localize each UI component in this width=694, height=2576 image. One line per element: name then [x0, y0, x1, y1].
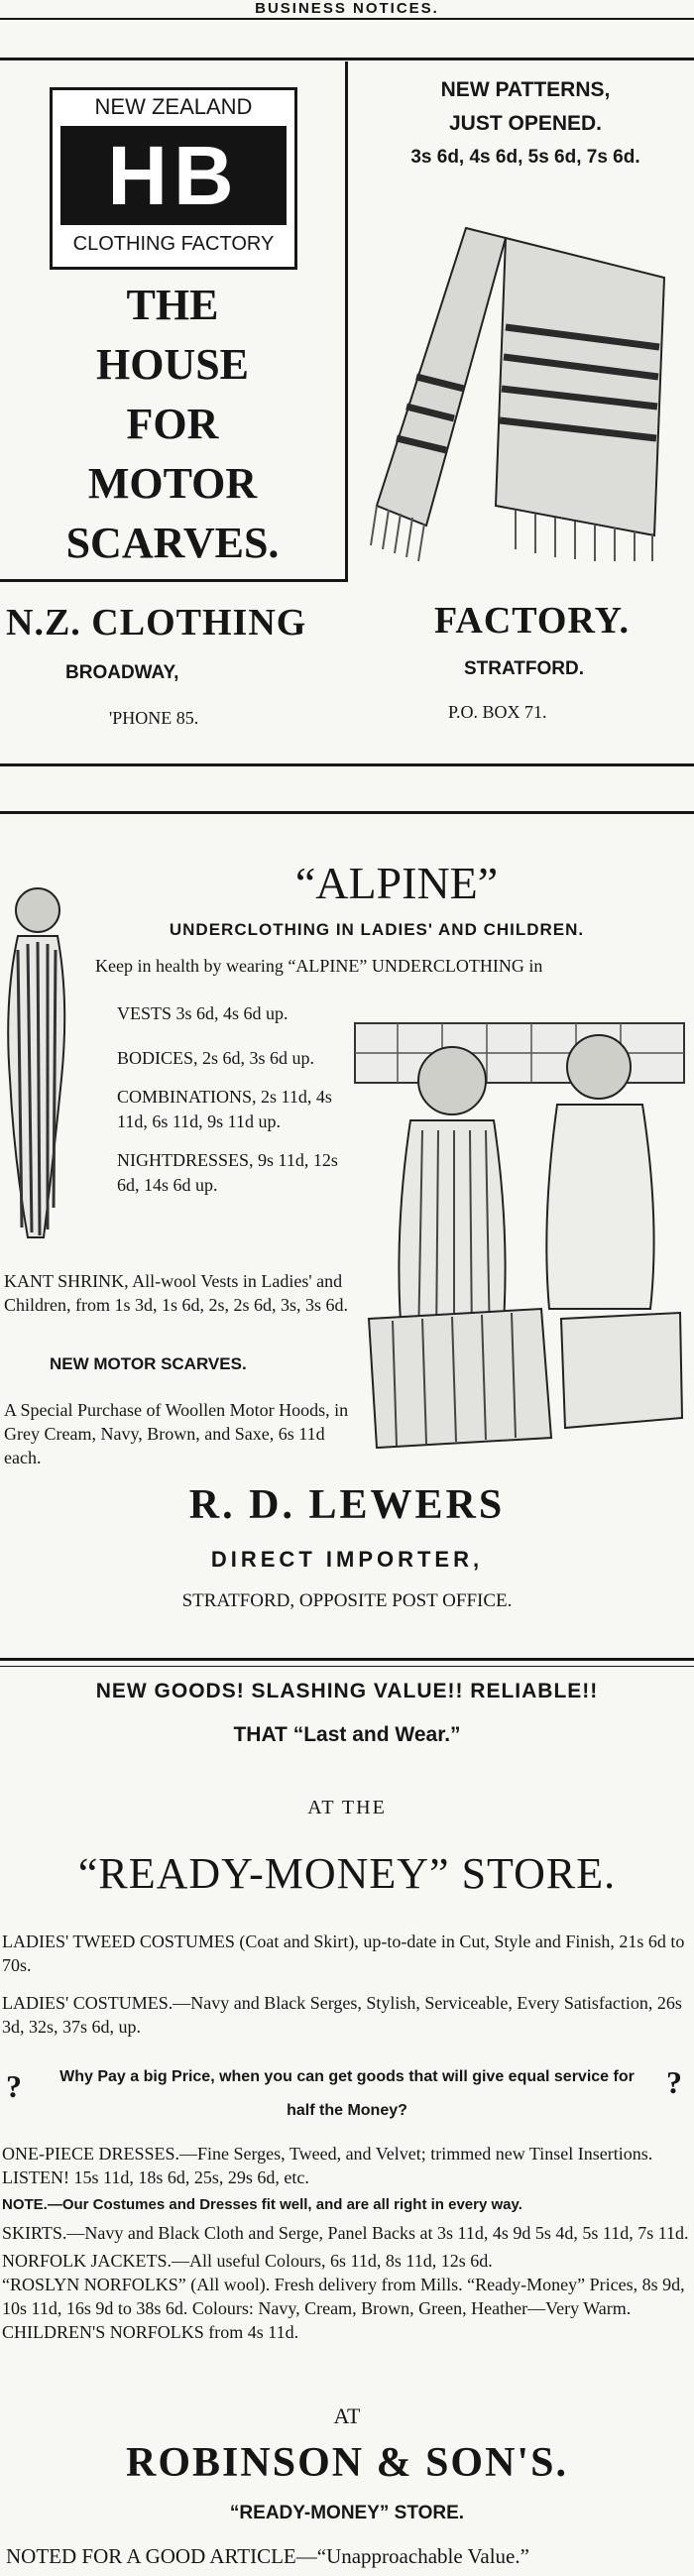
note-line: NOTE.—Our Costumes and Dresses fit well, and are all right in every way.	[2, 2196, 522, 2213]
alpine-title: “ALPINE”	[294, 858, 499, 908]
ready-money-body	[2, 1930, 690, 2039]
alpine-subtitle: UNDERCLOTHING IN LADIES' AND CHILDREN.	[169, 920, 585, 939]
hb-top-rule	[0, 58, 694, 60]
underclothing-illustration	[353, 1021, 686, 1454]
childrens-norfolks: CHILDREN'S NORFOLKS from 4s 11d.	[2, 2322, 299, 2342]
patterns-line2: JUST OPENED.	[448, 112, 603, 135]
navy-costumes: LADIES' COSTUMES.—Navy and Black Serges, Stylish, Serviceable, Every Satisfaction, 26s 3d, 32s, 37s 6d, up.	[2, 1993, 682, 2037]
list-item: BODICES, 2s 6d, 3s 6d up.	[117, 1048, 315, 1068]
special-purchase-text: A Special Purchase of Woollen Motor Hoods, in Grey Cream, Navy, Brown, and Saxe, 6s 11d each.	[4, 1400, 349, 1467]
question-mark-left: ?	[6, 2068, 22, 2104]
patterns-line1: NEW PATTERNS,	[440, 78, 611, 101]
why-pay-question: Why Pay a big Price, when you can get goods that will give equal service for half the Money?	[59, 2068, 635, 2119]
ready-money-store-name: “READY-MONEY” STORE.	[77, 1849, 617, 1898]
headline-line: THE	[126, 281, 219, 329]
noted-line: NOTED FOR A GOOD ARTICLE—“Unapproachable Value.”	[6, 2544, 529, 2568]
ready-money-items	[2, 2142, 690, 2344]
logo-top-text: NEW ZEALAND	[94, 94, 253, 119]
headline-line: FOR	[126, 400, 219, 448]
logo-block	[60, 126, 287, 225]
robinson-sons: ROBINSON & SON'S.	[126, 2440, 568, 2486]
rm-store-line: “READY-MONEY” STORE.	[229, 2503, 465, 2523]
logo-bottom-text: CLOTHING FACTORY	[72, 233, 275, 255]
roslyn-norfolks: “ROSLYN NORFOLKS” (All wool). Fresh delivery from Mills. “Ready-Money” Prices, 8s 9d, 10s 11d, 16s 9d to 38s 6d. Colours: Navy, Cream, Brown, Green, Heather—Very Warm.	[2, 2275, 685, 2318]
section-header: BUSINESS NOTICES.	[255, 0, 439, 17]
headline-line: SCARVES.	[65, 519, 280, 567]
motor-scarves-heading: NEW MOTOR SCARVES.	[50, 1354, 247, 1373]
stratford-location: STRATFORD, OPPOSITE POST OFFICE.	[181, 1590, 513, 1611]
norfolk-jackets: NORFOLK JACKETS.—All useful Colours, 6s 11d, 8s 11d, 12s 6d.	[2, 2251, 493, 2271]
alpine-items	[117, 1001, 347, 1204]
list-item: COMBINATIONS, 2s 11d, 4s 11d, 6s 11d, 9s 11d up.	[117, 1087, 332, 1131]
new-goods-banner: NEW GOODS! SLASHING VALUE!! RELIABLE!!	[95, 1680, 599, 1702]
hb-patterns	[357, 73, 694, 175]
patterns-prices: 3s 6d, 4s 6d, 5s 6d, 7s 6d.	[410, 147, 640, 168]
hb-bottom-rule	[0, 763, 694, 766]
at-the: AT THE	[307, 1797, 387, 1818]
hb-logo	[50, 87, 297, 270]
question-mark-right: ?	[666, 2064, 682, 2100]
one-piece-dresses: ONE-PIECE DRESSES.—Fine Serges, Tweed, and Velvet; trimmed new Tinsel Insertions. LISTEN! 15s 11d, 18s 6d, 25s, 29s 6d, etc.	[2, 2144, 653, 2187]
ready-money-top-rule-thin	[0, 1666, 694, 1667]
headline-line: MOTOR	[87, 459, 258, 508]
address-broadway: BROADWAY,	[65, 662, 179, 683]
woman-figure-illustration	[0, 880, 79, 1247]
address-stratford: STRATFORD.	[464, 658, 585, 679]
hb-headline	[0, 276, 345, 573]
factory-title: FACTORY.	[434, 600, 631, 642]
header-rule	[0, 18, 694, 20]
headline-line: HOUSE	[95, 340, 250, 389]
alpine-intro: Keep in health by wearing “ALPINE” UNDERCLOTHING in	[95, 956, 543, 976]
po-box: P.O. BOX 71.	[448, 702, 547, 722]
list-item: VESTS 3s 6d, 4s 6d up.	[117, 1003, 289, 1023]
direct-importer: DIRECT IMPORTER,	[210, 1547, 484, 1572]
rd-lewers-name: R. D. LEWERS	[188, 1482, 506, 1528]
logo-letters: HB	[107, 129, 240, 222]
skirts-line: SKIRTS.—Navy and Black Cloth and Serge, Panel Backs at 3s 11d, 4s 9d 5s 4d, 5s 11d, 7s 11d.	[2, 2223, 689, 2243]
tweed-costumes: LADIES' TWEED COSTUMES (Coat and Skirt), up-to-date in Cut, Style and Finish, 21s 6d to 70s.	[2, 1932, 685, 1975]
list-item: NIGHTDRESSES, 9s 11d, 12s 6d, 14s 6d up.	[117, 1150, 338, 1195]
phone-number: 'PHONE 85.	[109, 708, 199, 728]
kant-shrink-text: KANT SHRINK, All-wool Vests in Ladies' and Children, from 1s 3d, 1s 6d, 2s, 2s 6d, 3s, 3s 6d.	[4, 1271, 349, 1315]
at-label: AT	[333, 2403, 361, 2428]
ready-money-top-rule	[0, 1658, 694, 1661]
that-last-and-wear: THAT “Last and Wear.”	[233, 1723, 461, 1746]
alpine-top-rule	[0, 811, 694, 814]
scarf-illustration	[357, 208, 684, 565]
nz-clothing-title: N.Z. CLOTHING	[6, 602, 307, 644]
